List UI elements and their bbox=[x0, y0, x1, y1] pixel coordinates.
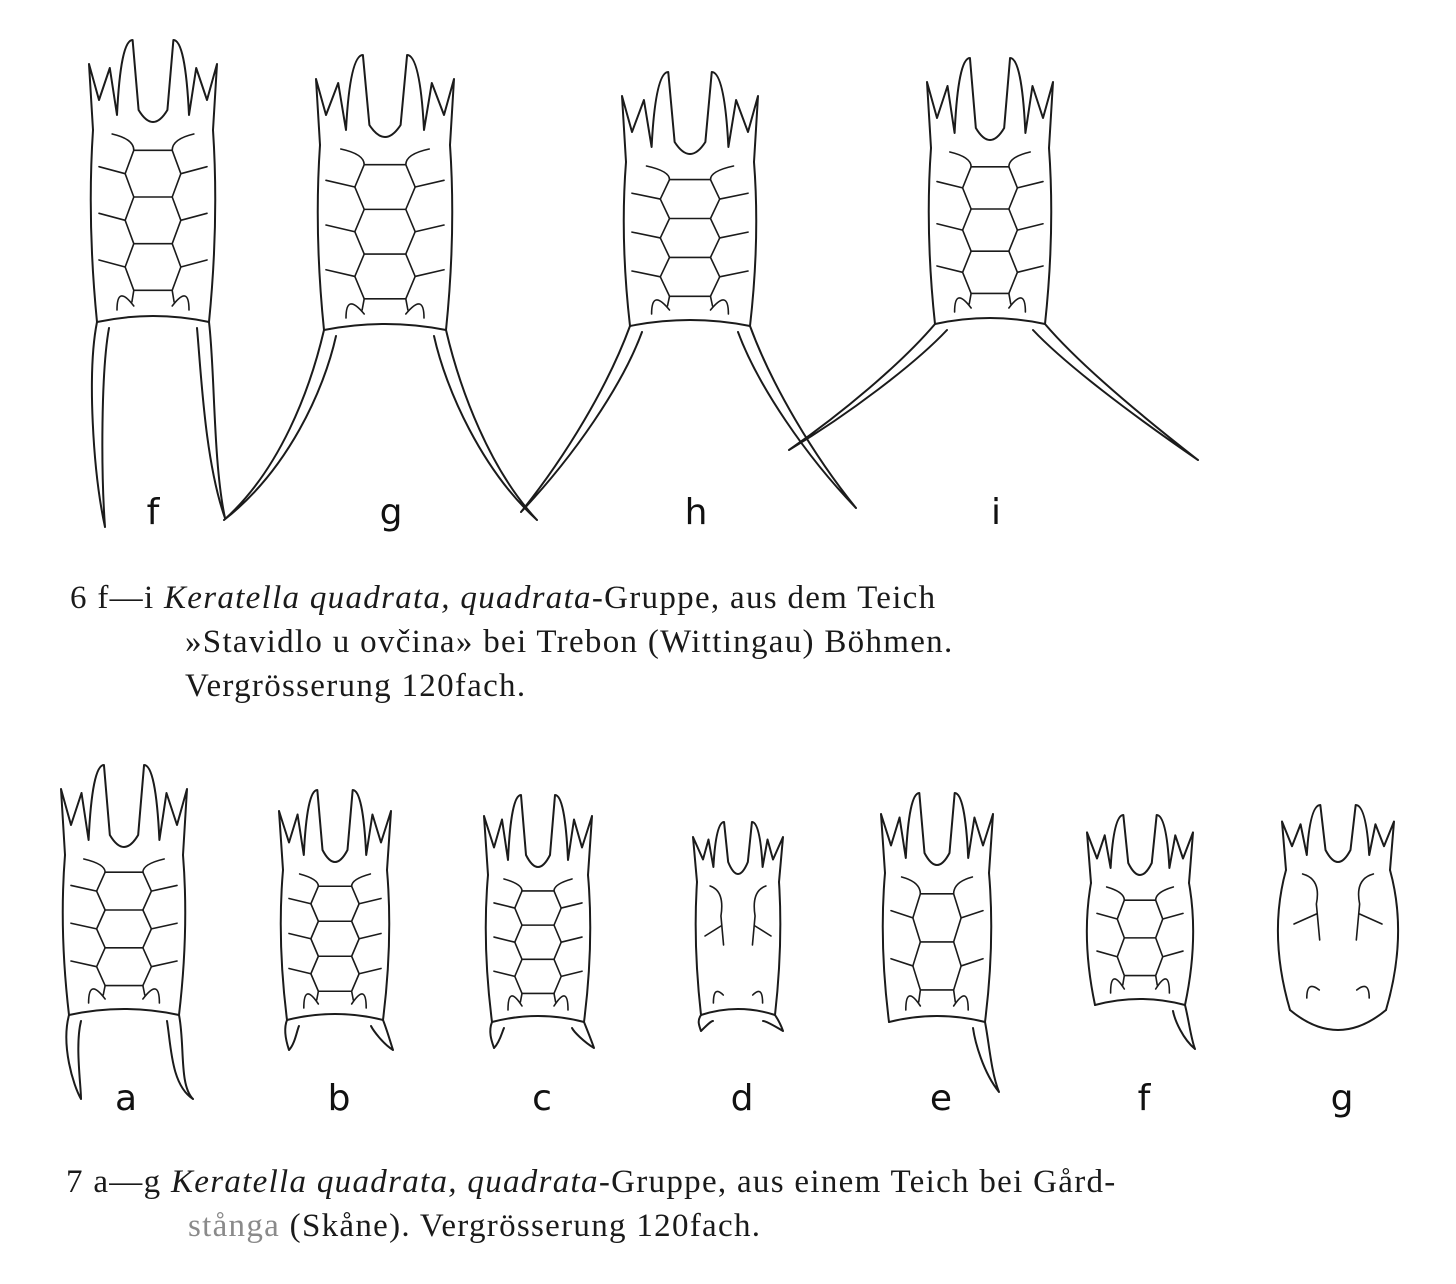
lorica-right-side bbox=[584, 875, 590, 1022]
facet-pattern bbox=[705, 886, 771, 1003]
lorica-left-side bbox=[1278, 870, 1290, 1010]
lorica-7g bbox=[1278, 805, 1398, 1030]
anterior-spines bbox=[881, 793, 993, 873]
posterior-spine-left bbox=[699, 1015, 713, 1031]
lorica-left-side bbox=[486, 875, 492, 1022]
facet-pattern bbox=[1097, 887, 1183, 993]
caption-6-number: 6 f—i bbox=[70, 580, 155, 616]
lorica-left-side bbox=[318, 145, 324, 330]
figure-label-6f: f bbox=[146, 492, 160, 533]
caption-6-line2: »Stavidlo u ovčina» bei Trebon (Wittingau) Böhmen. bbox=[185, 624, 954, 660]
figure-label-6g: g bbox=[379, 492, 403, 533]
caption-6-species: Keratella quadrata, bbox=[163, 580, 451, 616]
figure-label-7b: b bbox=[327, 1078, 351, 1119]
facet-pattern bbox=[632, 166, 748, 314]
caption-6-group: quadrata bbox=[460, 580, 592, 616]
figure-label-7c: c bbox=[532, 1078, 552, 1119]
posterior-spine-right bbox=[167, 1015, 193, 1099]
posterior-spine-left bbox=[490, 1022, 504, 1048]
facet-pattern bbox=[99, 134, 207, 310]
posterior-spine-left bbox=[92, 322, 109, 527]
lorica-left-side bbox=[929, 148, 935, 324]
lorica-left-side bbox=[624, 162, 630, 326]
posterior-spine-right bbox=[572, 1022, 594, 1048]
lorica-right-side bbox=[383, 870, 389, 1020]
posterior-margin bbox=[889, 1016, 985, 1022]
anterior-spines bbox=[927, 58, 1053, 148]
posterior-spine-right bbox=[973, 1022, 999, 1092]
facet-pattern bbox=[326, 149, 444, 318]
posterior-margin bbox=[1290, 1010, 1386, 1030]
caption-6-line3: Vergrösserung 120fach. bbox=[185, 668, 527, 704]
lorica-left-side bbox=[91, 130, 97, 322]
facet-pattern bbox=[891, 877, 983, 1010]
lorica-6f bbox=[89, 40, 225, 527]
lorica-7a bbox=[61, 765, 193, 1099]
caption-7-number: 7 a—g bbox=[66, 1164, 162, 1200]
lorica-6h bbox=[521, 72, 856, 512]
caption-7-line2-faded: stånga bbox=[188, 1208, 281, 1244]
anterior-spines bbox=[693, 822, 783, 882]
posterior-spine-right bbox=[197, 322, 225, 518]
caption-figure-7 bbox=[66, 1160, 1117, 1248]
lorica-right-side bbox=[750, 162, 756, 326]
posterior-margin bbox=[492, 1016, 584, 1022]
caption-7-species: Keratella quadrata, bbox=[170, 1164, 458, 1200]
posterior-margin bbox=[630, 320, 750, 326]
anterior-spines bbox=[316, 55, 454, 145]
lorica-left-side bbox=[63, 855, 69, 1015]
figure-label-7a: a bbox=[114, 1078, 138, 1119]
lorica-right-side bbox=[985, 873, 991, 1022]
facet-pattern bbox=[937, 152, 1043, 312]
posterior-spine-right bbox=[763, 1015, 783, 1031]
posterior-spine-right bbox=[738, 326, 856, 508]
posterior-spine-left bbox=[789, 324, 947, 450]
posterior-spine-right bbox=[1173, 1005, 1195, 1049]
figure-row-6 bbox=[89, 40, 1198, 533]
lorica-left-side bbox=[281, 870, 287, 1020]
figure-label-6i: i bbox=[990, 492, 1002, 533]
posterior-margin bbox=[1095, 999, 1185, 1005]
facet-pattern bbox=[71, 859, 177, 1003]
posterior-spine-right bbox=[1033, 324, 1198, 460]
lorica-right-side bbox=[1045, 148, 1051, 324]
lorica-6i bbox=[789, 58, 1198, 460]
anterior-spines bbox=[484, 795, 592, 875]
caption-7-group-rest: -Gruppe, aus einem Teich bei Gård- bbox=[598, 1164, 1117, 1200]
lorica-right-side bbox=[446, 145, 452, 330]
posterior-margin bbox=[701, 1009, 775, 1015]
lorica-7f bbox=[1087, 815, 1195, 1049]
posterior-margin bbox=[287, 1014, 383, 1020]
posterior-spine-left bbox=[285, 1020, 299, 1050]
anterior-spines bbox=[1282, 805, 1394, 870]
anterior-spines bbox=[1087, 815, 1193, 883]
caption-6-group-rest: -Gruppe, aus dem Teich bbox=[591, 580, 937, 616]
facet-pattern bbox=[1294, 874, 1382, 998]
lorica-7e bbox=[881, 793, 999, 1092]
anterior-spines bbox=[61, 765, 187, 855]
posterior-spine-right bbox=[434, 330, 537, 520]
lorica-right-side bbox=[179, 855, 185, 1015]
lorica-7d bbox=[693, 822, 783, 1031]
figure-label-7f: f bbox=[1137, 1078, 1151, 1119]
anterior-spines bbox=[89, 40, 217, 130]
lorica-left-side bbox=[696, 882, 701, 1015]
caption-7-group: quadrata bbox=[467, 1164, 599, 1200]
posterior-spine-left bbox=[521, 326, 642, 512]
posterior-margin bbox=[935, 318, 1045, 324]
figure-label-7g: g bbox=[1330, 1078, 1354, 1119]
figure-row-7 bbox=[61, 765, 1398, 1119]
posterior-margin bbox=[97, 316, 209, 322]
lorica-left-side bbox=[1087, 883, 1095, 1005]
posterior-spine-left bbox=[66, 1015, 81, 1099]
posterior-margin bbox=[324, 324, 446, 330]
anterior-spines bbox=[279, 790, 391, 870]
lorica-left-side bbox=[883, 873, 889, 1022]
figure-label-6h: h bbox=[684, 492, 708, 533]
lorica-6g bbox=[224, 55, 537, 520]
lorica-right-side bbox=[1185, 883, 1193, 1005]
caption-7-line2: (Skåne). Vergrösserung 120fach. bbox=[280, 1208, 762, 1244]
lorica-right-side bbox=[209, 130, 215, 322]
lorica-right-side bbox=[1386, 870, 1398, 1010]
caption-figure-6 bbox=[70, 576, 954, 708]
facet-pattern bbox=[289, 874, 381, 1008]
anterior-spines bbox=[622, 72, 758, 162]
posterior-spine-right bbox=[371, 1020, 393, 1050]
lorica-right-side bbox=[775, 882, 780, 1015]
lorica-7b bbox=[279, 790, 393, 1050]
posterior-spine-left bbox=[224, 330, 336, 520]
lorica-7c bbox=[484, 795, 594, 1048]
facet-pattern bbox=[494, 879, 582, 1010]
posterior-margin bbox=[69, 1009, 179, 1015]
figure-label-7d: d bbox=[730, 1078, 754, 1119]
figure-label-7e: e bbox=[929, 1078, 953, 1119]
